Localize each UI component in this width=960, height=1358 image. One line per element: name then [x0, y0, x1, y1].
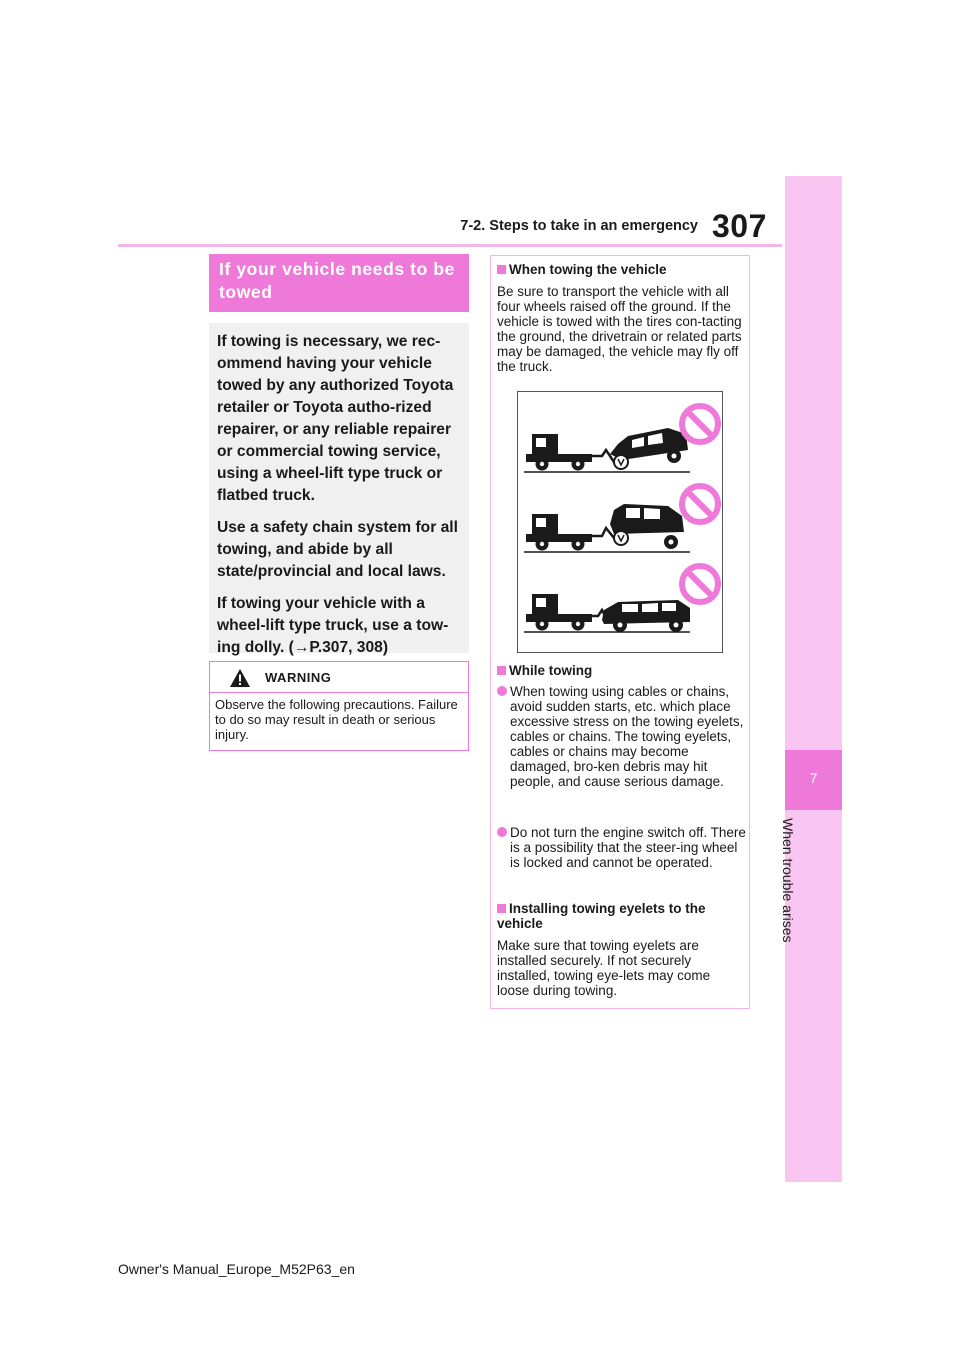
page-number: 307 — [712, 208, 767, 244]
when-towing-heading: When towing the vehicle — [497, 262, 742, 277]
while-towing-bullet: When towing using cables or chains, avoid sudden starts, etc. which place excessive stress on the towing eyelets, cables or chains. The towing eyelets, cables or chains may become damaged, bro-ken debris may hit people, and cause serious damage. — [497, 684, 748, 789]
intro-box — [209, 323, 469, 656]
when-towing-text: Be sure to transport the vehicle with all four wheels raised off the ground. If the vehicle is towed with the tires con-tacting the ground, the drivetrain or related parts may be damaged, the vehicle may fly off the truck. — [497, 284, 742, 374]
while-towing-bullet: Do not turn the engine switch off. There is a possibility that the steer-ing wheel is locked and cannot be operated. — [497, 825, 748, 870]
warning-triangle-icon — [229, 668, 251, 688]
warning-title-row — [210, 662, 468, 693]
round-bullet-icon — [497, 686, 507, 696]
intro-paragraph: If towing is necessary, we rec-ommend having your vehicle towed by any authorized Toyota retailer or Toyota autho-rized repairer, or any reliable repairer or commercial towing service, using a wheel-lift type truck or flatbed truck. — [217, 333, 454, 504]
chapter-number: 7 — [809, 770, 818, 786]
while-towing-heading: While towing — [497, 663, 742, 678]
square-bullet-icon — [497, 666, 506, 675]
section-title: 7-2. Steps to take in an emergency — [460, 218, 698, 234]
section-heading: If your vehicle needs to be towed — [209, 254, 469, 312]
manual-id: Owner's Manual_Europe_M52P63_en — [118, 1261, 355, 1277]
tow-scene-1 — [524, 406, 718, 472]
warning-box — [209, 661, 469, 751]
warning-text: Observe the following precautions. Failure to do so may result in death or serious injury. — [215, 697, 458, 742]
tow-scene-3 — [524, 566, 718, 632]
chapter-side-tab — [785, 176, 842, 1182]
installing-eyelets-heading: Installing towing eyelets to the vehicle — [497, 901, 706, 931]
intro-paragraph: Use a safety chain system for all towing, and abide by all state/provincial and local laws. — [217, 519, 458, 580]
prohibited-towing-illustration-icon — [518, 392, 722, 652]
chapter-title — [780, 818, 810, 958]
warning-title: WARNING — [265, 670, 332, 685]
chapter-title-text: When trouble arises — [780, 818, 796, 943]
prohibited-towing-figure — [517, 391, 723, 653]
tow-scene-2 — [524, 486, 718, 552]
square-bullet-icon — [497, 265, 506, 274]
square-bullet-icon — [497, 904, 506, 913]
round-bullet-icon — [497, 827, 507, 837]
header-rule — [118, 244, 782, 247]
intro-paragraph: If towing your vehicle with a wheel-lift type truck, use a tow-ing dolly. (→P.307, 308) — [217, 595, 449, 656]
installing-eyelets-text: Make sure that towing eyelets are installed securely. If not securely installed, towing eye-lets may come loose during towing. — [497, 938, 711, 998]
